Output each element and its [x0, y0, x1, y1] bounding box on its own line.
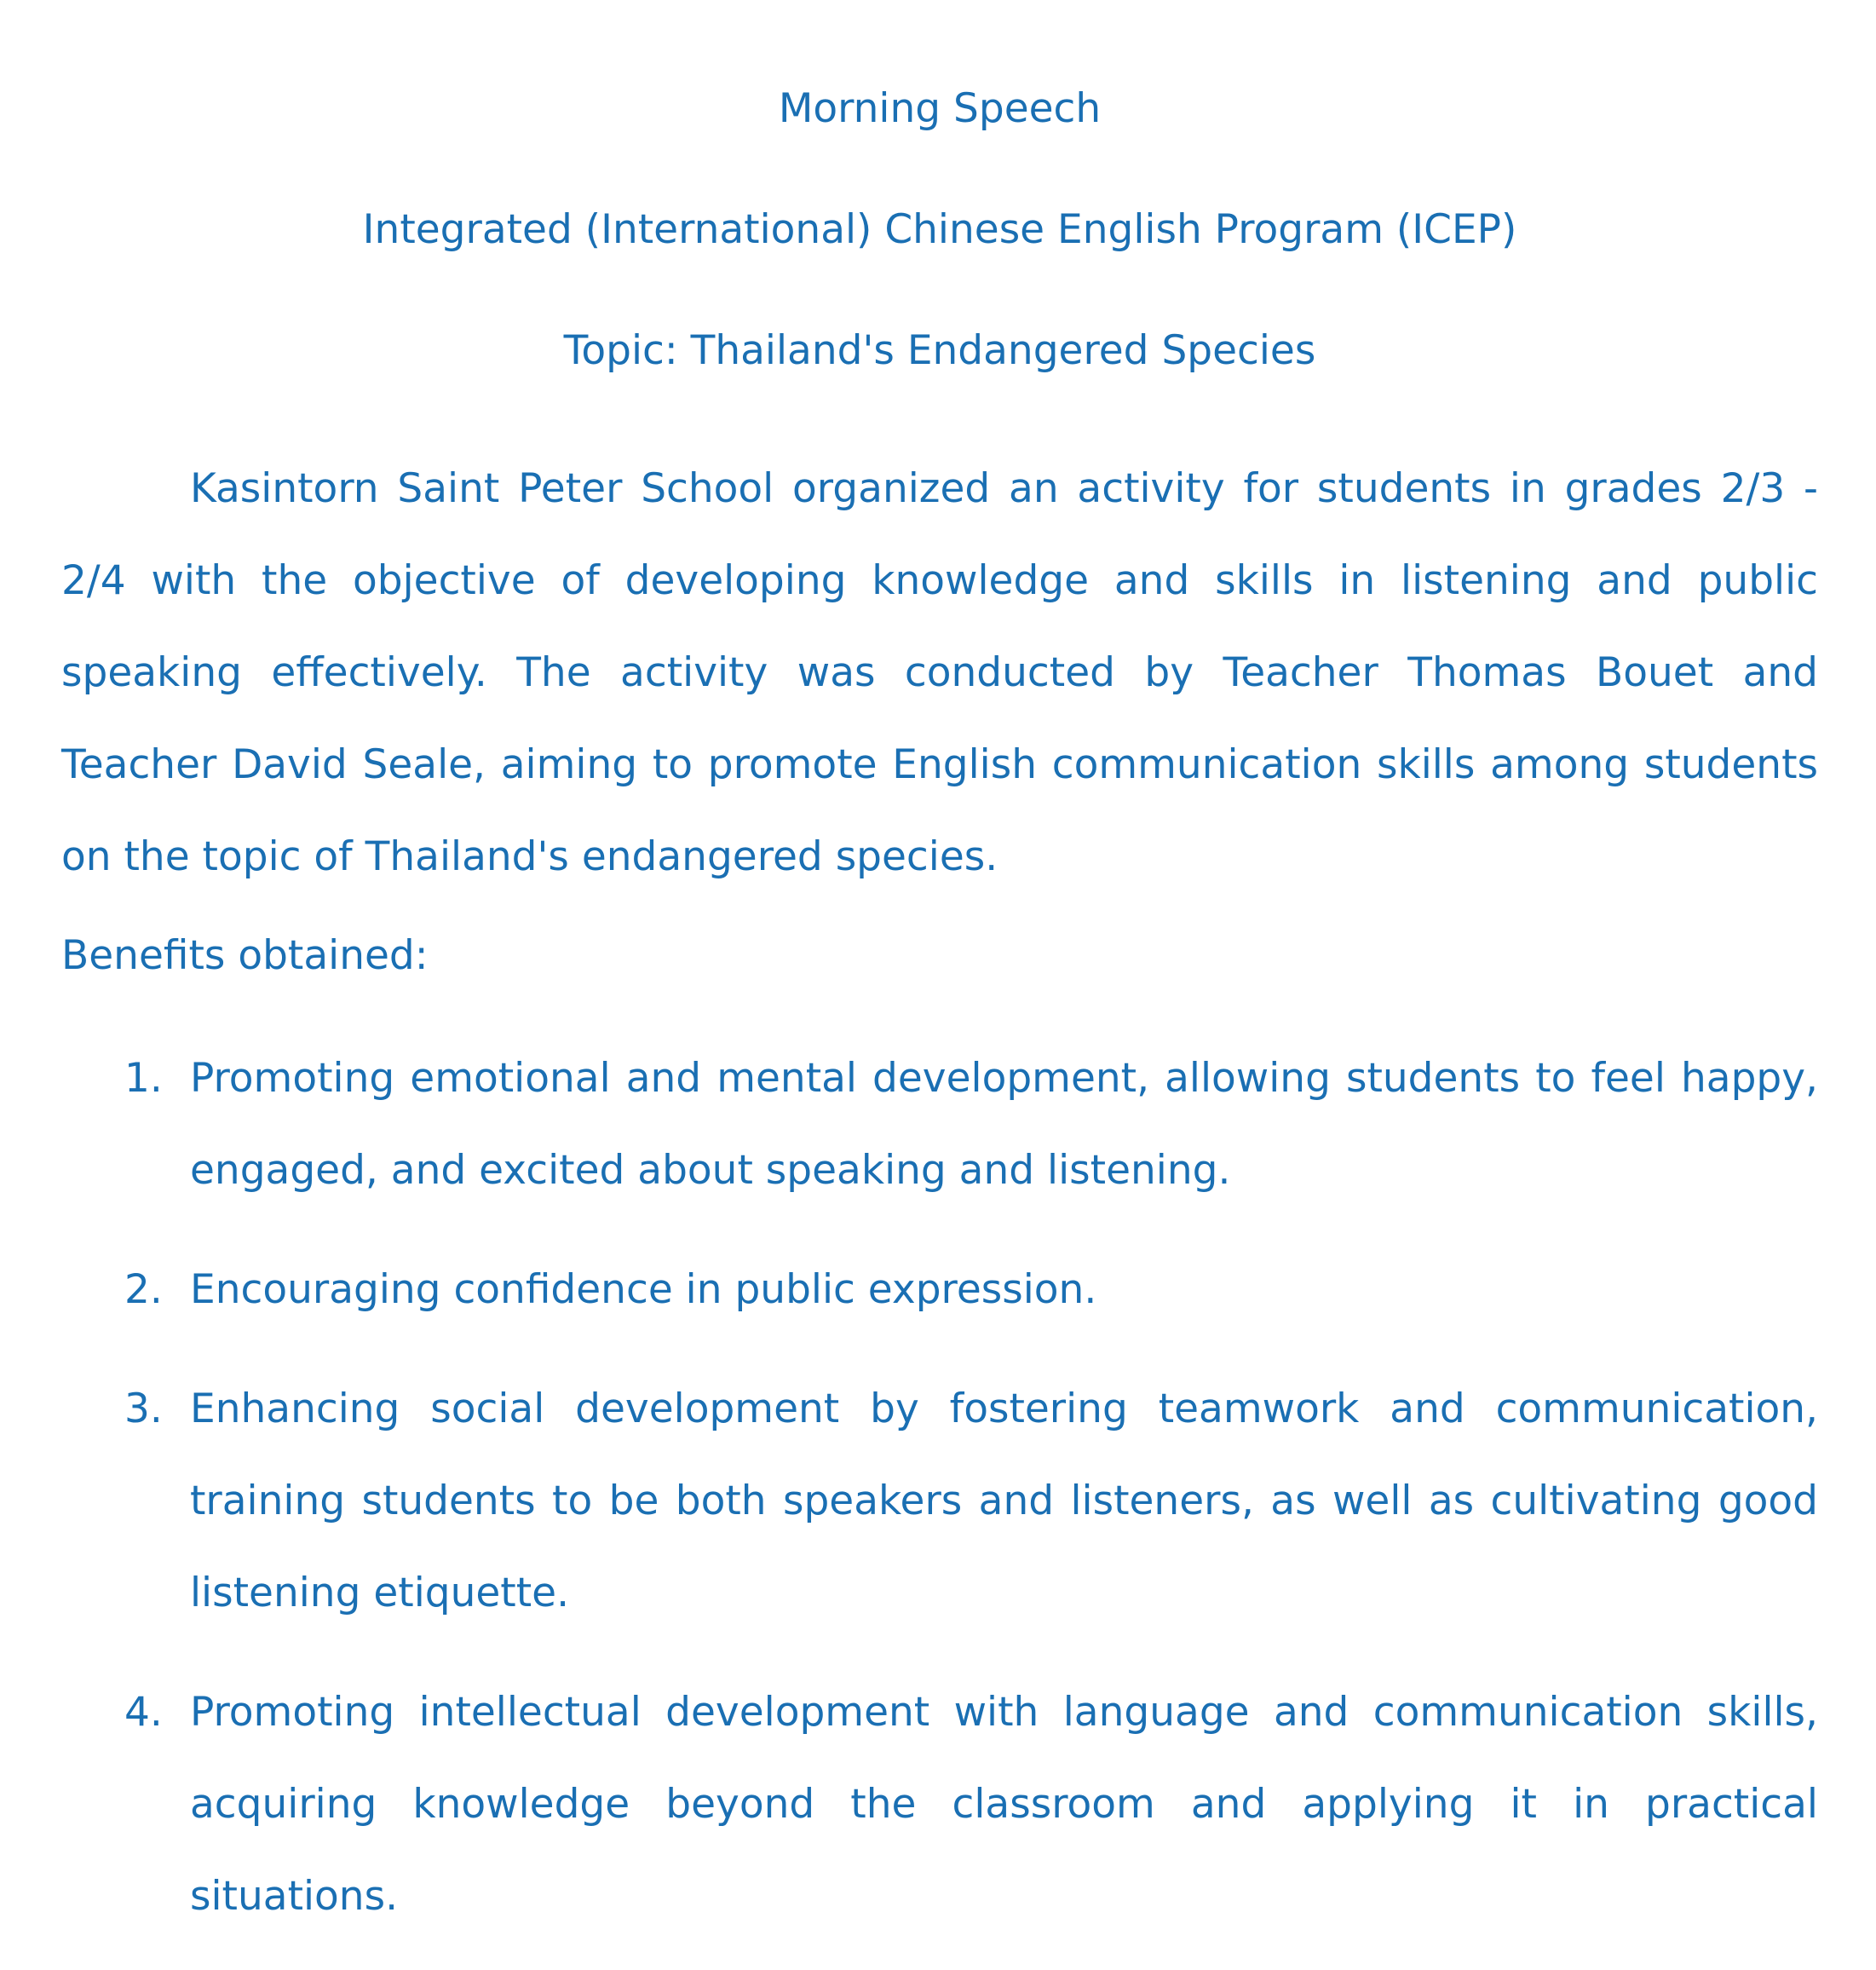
list-number: 4.: [124, 1689, 163, 1736]
program-name: Integrated (International) Chinese English Program (ICEP): [362, 206, 1517, 253]
list-number: 1.: [124, 1055, 163, 1102]
list-item: [61, 1363, 1818, 1639]
list-item: [61, 1667, 1818, 1943]
list-item-text: Promoting emotional and mental development, allowing students to feel happy, engaged, and excited about speaking and listening.: [190, 1055, 1818, 1194]
benefits-heading: Benefits obtained:: [61, 932, 429, 979]
list-number: 2.: [124, 1266, 163, 1313]
list-item: [61, 1033, 1818, 1217]
list-item-text: Enhancing social development by fostering teamwork and communication, training students to be both speakers and listeners, as well as cultivating good listening etiquette.: [190, 1385, 1818, 1616]
list-item-text: Encouraging confidence in public expression.: [190, 1266, 1097, 1313]
document-page: [61, 82, 1818, 1970]
benefits-list: [61, 1033, 1818, 1943]
list-item: [61, 1244, 1818, 1336]
document-title: Morning Speech: [778, 85, 1102, 132]
list-number: 3.: [124, 1385, 163, 1432]
intro-paragraph: Kasintorn Saint Peter School organized an activity for students in grades 2/3 - 2/4 with the objective of developing knowledge and skills in listening and public speaking effectively. The activity was conducted by Teacher Thomas Bouet and Teacher David Seale, aiming to promote English communication skills among students on the topic of Thailand's endangered species.: [61, 465, 1818, 880]
topic-line: Topic: Thailand's Endangered Species: [563, 327, 1316, 374]
list-item-text: Promoting intellectual development with language and communication skills, acquiring knowledge beyond the classroom and applying it in practical situations.: [190, 1689, 1818, 1920]
